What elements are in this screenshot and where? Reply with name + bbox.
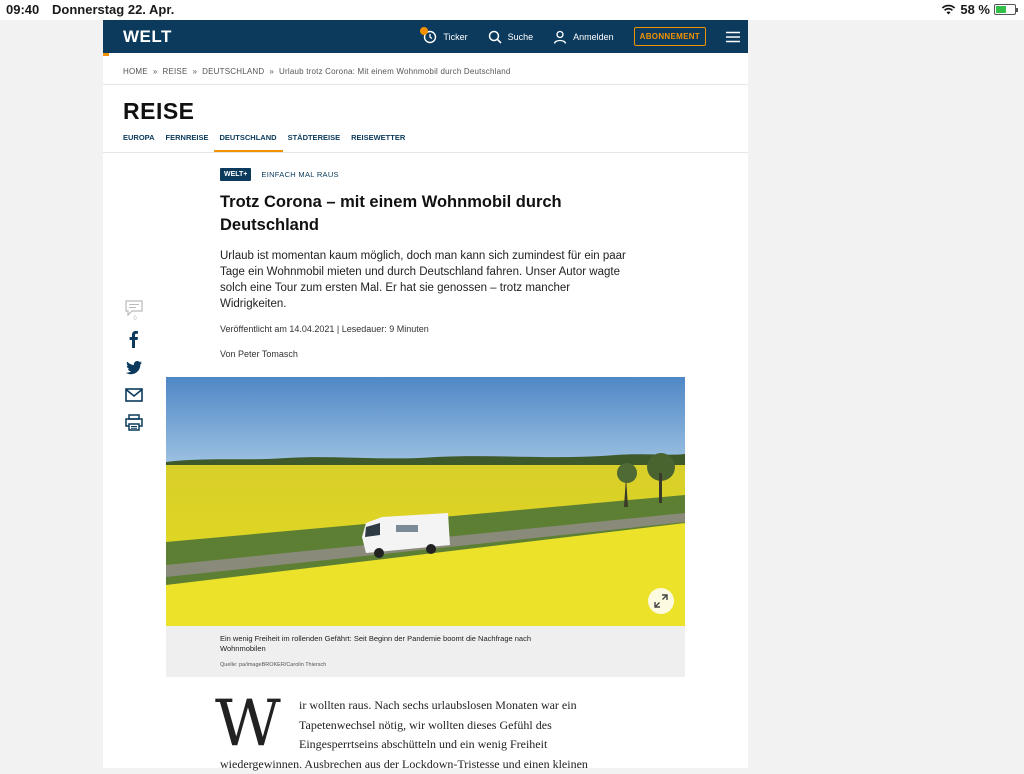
breadcrumb-reise[interactable]: REISE (162, 67, 187, 76)
ticker-label: Ticker (443, 32, 467, 42)
wifi-icon (941, 4, 956, 15)
battery-percent: 58 % (960, 2, 990, 17)
site-header (103, 20, 748, 53)
breadcrumb-separator: » (153, 67, 158, 76)
breadcrumb-home[interactable]: HOME (123, 67, 148, 76)
author-byline: Von Peter Tomasch (220, 349, 298, 359)
headline-line: Deutschland (220, 214, 580, 237)
image-caption (166, 626, 685, 677)
intro-line: Widrigkeiten. (220, 296, 640, 312)
comment-count: 0 (125, 316, 145, 322)
tab-deutschland[interactable]: DEUTSCHLAND (214, 133, 282, 152)
body-line: wiedergewinnen. Ausbrechen aus der Lockdown-Tristesse und einen kleinen (220, 755, 600, 774)
tab-fernreise[interactable]: FERNREISE (166, 133, 209, 152)
body-line: Tapetenwechsel nötig, wir wollten dieses Gefühl des (220, 716, 600, 736)
facebook-icon[interactable] (125, 330, 143, 348)
breadcrumb (123, 67, 511, 76)
menu-item (726, 31, 740, 43)
subscribe-item (634, 27, 706, 46)
ticker-link[interactable] (423, 30, 467, 44)
print-icon[interactable] (125, 414, 143, 431)
search-label: Suche (508, 32, 534, 42)
kicker-label: EINFACH MAL RAUS (261, 170, 338, 179)
tab-reisewetter[interactable]: REISEWETTER (351, 133, 405, 152)
body-line: Eingesperrtseins abschütteln und ein wenig Freiheit (220, 735, 600, 755)
header-nav (403, 20, 740, 53)
mail-icon[interactable] (125, 388, 143, 402)
caption-text (220, 634, 600, 654)
tab-staedtereise[interactable]: STÄDTEREISE (288, 133, 341, 152)
intro-line: Urlaub ist momentan kaum möglich, doch man kann sich zumindest für ein paar (220, 248, 640, 264)
breadcrumb-separator: » (269, 67, 274, 76)
breadcrumb-deutschland[interactable]: DEUTSCHLAND (202, 67, 264, 76)
caption-line: Wohnmobilen (220, 644, 600, 654)
breadcrumb-separator: » (192, 67, 197, 76)
ticker-badge (420, 27, 428, 35)
image-source: Quelle: pa/imageBROKER/Carolin Thiersch (220, 662, 326, 668)
header-accent (103, 53, 109, 56)
headline-line: Trotz Corona – mit einem Wohnmobil durch (220, 191, 580, 214)
battery-icon (994, 4, 1016, 15)
article-page (103, 20, 748, 768)
subscribe-button[interactable]: ABONNEMENT (634, 27, 706, 46)
search-icon (488, 30, 502, 44)
divider (103, 84, 748, 85)
comment-icon[interactable] (125, 300, 143, 316)
welt-plus-badge: WELT+ (220, 168, 251, 181)
article-body (220, 696, 600, 774)
hero-image[interactable] (166, 377, 685, 626)
camper-in-rapeseed-field-photo (166, 377, 685, 626)
welt-logo[interactable]: WELT (123, 27, 172, 47)
login-label: Anmelden (573, 32, 614, 42)
article-headline (220, 191, 580, 237)
article-kicker (220, 168, 339, 181)
ios-status-bar (0, 0, 1024, 20)
expand-icon (654, 594, 668, 608)
body-line: ir wollten raus. Nach sechs urlaubslosen Monaten war ein (220, 696, 600, 716)
user-icon (553, 30, 567, 44)
drop-cap: W (215, 692, 281, 756)
expand-image-button[interactable] (648, 588, 674, 614)
section-subnav (123, 133, 416, 152)
divider (103, 152, 748, 153)
intro-line: Tage ein Wohnmobil mieten und durch Deutschland fahren. Unser Autor wagte (220, 264, 640, 280)
twitter-icon[interactable] (125, 360, 143, 376)
share-bar (125, 300, 145, 443)
caption-line: Ein wenig Freiheit im rollenden Gefährt: Seit Beginn der Pandemie boomt die Nachfrage nach (220, 634, 600, 644)
status-date: Donnerstag 22. Apr. (52, 2, 174, 17)
status-right (941, 2, 1016, 17)
search-link[interactable] (488, 30, 534, 44)
article-intro (220, 248, 640, 312)
breadcrumb-current: Urlaub trotz Corona: Mit einem Wohnmobil durch Deutschland (279, 67, 511, 76)
status-time: 09:40 (6, 2, 39, 17)
login-link[interactable] (553, 30, 614, 44)
intro-line: solch eine Tour zum ersten Mal. Er hat sie genossen – trotz mancher (220, 280, 640, 296)
publish-meta: Veröffentlicht am 14.04.2021 | Lesedauer: 9 Minuten (220, 324, 429, 334)
tab-europa[interactable]: EUROPA (123, 133, 155, 152)
hamburger-menu-icon[interactable] (726, 31, 740, 43)
section-title[interactable]: REISE (123, 98, 195, 125)
